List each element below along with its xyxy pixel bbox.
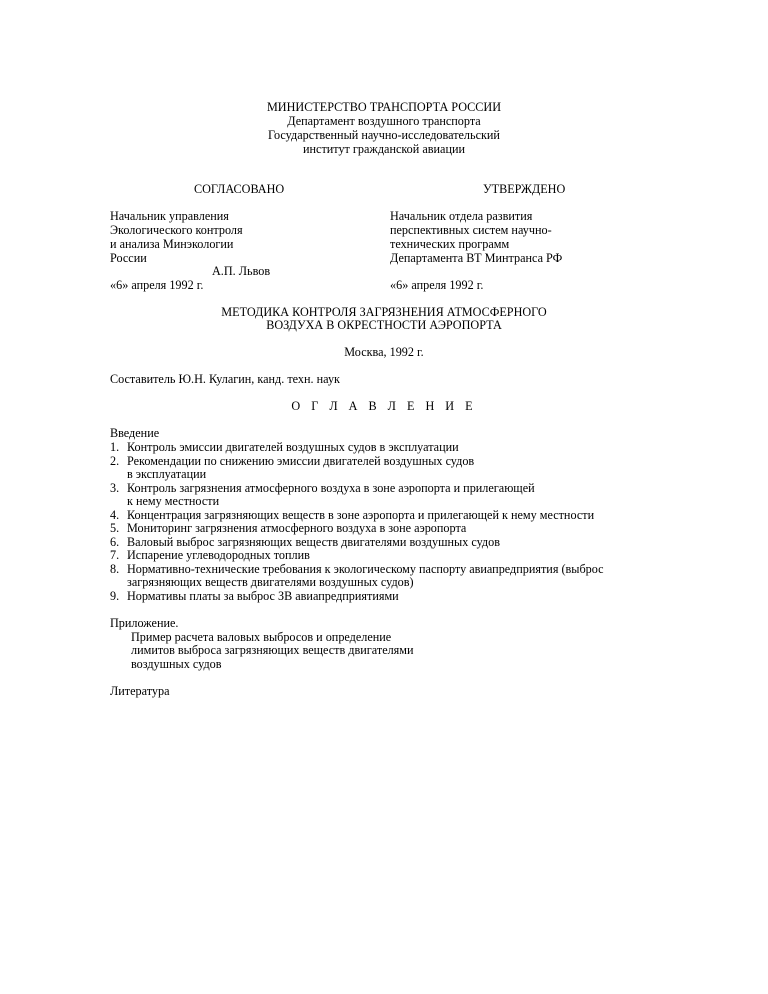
toc-item-number: 1.: [110, 440, 120, 454]
toc-item-continuation: к нему местности: [127, 494, 220, 508]
toc-item-text: Мониторинг загрязнения атмосферного воздуха в зоне аэропорта: [127, 521, 467, 535]
toc-item-number: 6.: [110, 535, 120, 549]
toc-item-text: Контроль загрязнения атмосферного воздуха в зоне аэропорта и прилегающей: [127, 481, 535, 495]
appendix-line: Пример расчета валовых выбросов и определение: [131, 630, 392, 644]
toc-item-text: Валовый выброс загрязняющих веществ двигателями воздушных судов: [127, 535, 500, 549]
approval-left-signer: А.П. Львов: [212, 264, 271, 278]
approval-right-line: Департамента ВТ Минтранса РФ: [390, 251, 563, 265]
appendix-line: воздушных судов: [131, 657, 222, 671]
toc-item-number: 7.: [110, 548, 120, 562]
toc-item-continuation: загрязняющих веществ двигателями воздушных судов): [127, 575, 414, 589]
approval-left-date: «6» апреля 1992 г.: [110, 278, 204, 292]
toc-item-text: Нормативно-технические требования к экологическому паспорту авиапредприятия (выброс: [127, 562, 604, 576]
toc-item-text: Контроль эмиссии двигателей воздушных судов в эксплуатации: [127, 440, 459, 454]
toc-item-text: Нормативы платы за выброс ЗВ авиапредприятиями: [127, 589, 399, 603]
institute-name-line-1: Государственный научно-исследовательский: [268, 128, 500, 142]
approval-left-line: России: [110, 251, 147, 265]
place-year: Москва, 1992 г.: [344, 345, 424, 359]
toc-item-number: 3.: [110, 481, 120, 495]
toc-item-text: Рекомендации по снижению эмиссии двигателей воздушных судов: [127, 454, 475, 468]
approval-right-line: технических программ: [390, 237, 510, 251]
approval-left-line: Начальник управления: [110, 209, 229, 223]
document-title-line-1: МЕТОДИКА КОНТРОЛЯ ЗАГРЯЗНЕНИЯ АТМОСФЕРНОГО: [221, 305, 547, 319]
approval-left-heading: СОГЛАСОВАНО: [194, 182, 285, 196]
institute-name-line-2: институт гражданской авиации: [302, 142, 466, 156]
department-name: Департамент воздушного транспорта: [287, 114, 481, 128]
toc-item-number: 2.: [110, 454, 120, 468]
toc-item-text: Концентрация загрязняющих веществ в зоне аэропорта и прилегающей к нему местности: [127, 508, 595, 522]
author-line: Составитель Ю.Н. Кулагин, канд. техн. наук: [110, 372, 340, 386]
appendix-label: Приложение.: [110, 616, 179, 630]
approval-right-heading: УТВЕРЖДЕНО: [483, 182, 566, 196]
approval-right-line: перспективных систем научно-: [390, 223, 552, 237]
toc-item-number: 4.: [110, 508, 120, 522]
toc-item-number: 9.: [110, 589, 120, 603]
document-title-line-2: ВОЗДУХА В ОКРЕСТНОСТИ АЭРОПОРТА: [266, 318, 502, 332]
appendix-line: лимитов выброса загрязняющих веществ двигателями: [131, 643, 414, 657]
approval-left-line: Экологического контроля: [110, 223, 243, 237]
ministry-name: МИНИСТЕРСТВО ТРАНСПОРТА РОССИИ: [266, 100, 502, 114]
literature-label: Литература: [110, 684, 170, 698]
approval-right-line: Начальник отдела развития: [390, 209, 533, 223]
toc-intro: Введение: [110, 426, 160, 440]
approval-left-line: и анализа Минэкологии: [110, 237, 234, 251]
toc-item-text: Испарение углеводородных топлив: [127, 548, 310, 562]
toc-item-number: 5.: [110, 521, 120, 535]
toc-heading: О Г Л А В Л Е Н И Е: [291, 399, 477, 413]
toc-item-number: 8.: [110, 562, 120, 576]
approval-right-date: «6» апреля 1992 г.: [390, 278, 484, 292]
toc-item-continuation: в эксплуатации: [127, 467, 207, 481]
